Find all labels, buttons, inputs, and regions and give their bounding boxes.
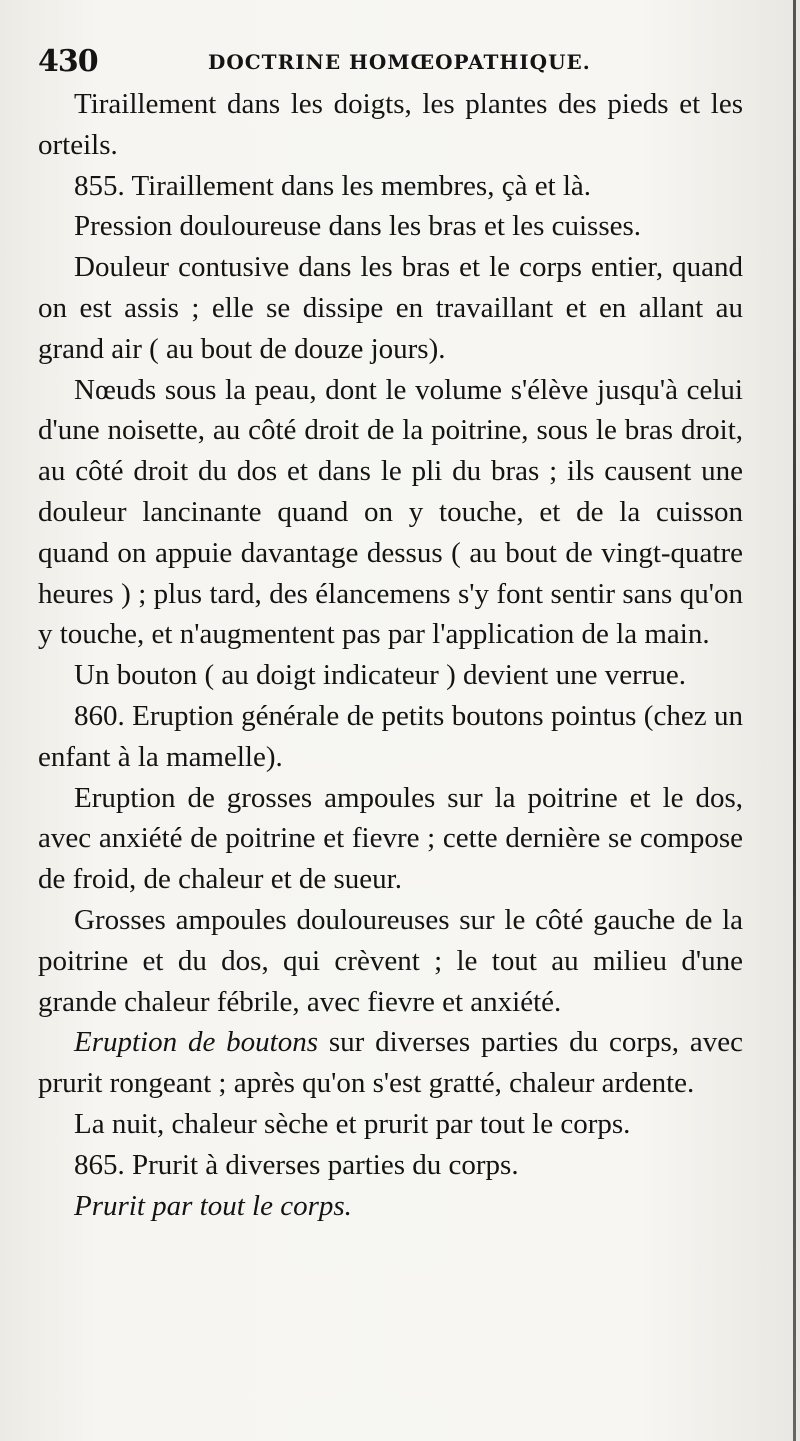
italic-lead: Prurit par tout le corps. [74,1189,352,1222]
page-number: 430 [38,44,98,79]
paragraph: Un bouton ( au doigt indicateur ) devient une verrue. [74,659,687,692]
running-title: DOCTRINE HOMŒOPATHIQUE. [208,50,591,74]
paragraph: Eruption de boutons sur diverses parties du corps, avec prurit rongeant ; après qu'on s'est gratté, chaleur ardente. [38,1026,743,1100]
paragraph [38,1186,743,1227]
paragraph: 855. Tiraillement dans les membres, çà et là. [74,169,592,202]
body-text [38,84,743,1226]
italic-lead: Eruption de boutons [74,1026,319,1059]
paragraph: Eruption de grosses ampoules sur la poitrine et le dos, avec anxiété de poitrine et fievre ; cette dernière se compose de froid, de chaleur et de sueur. [38,781,743,896]
paragraph: La nuit, chaleur sèche et prurit par tout le corps. [74,1107,631,1140]
paragraph: Tiraillement dans les doigts, les plantes des pieds et les orteils. [38,88,743,161]
page-edge [793,0,796,1441]
paragraph: Pression douloureuse dans les bras et les cuisses. [74,210,642,243]
paragraph: Douleur contusive dans les bras et le corps entier, quand on est assis ; elle se dissipe en travaillant et en allant au grand air ( au bout de douze jours). [38,251,743,365]
paragraph: 865. Prurit à diverses parties du corps. [74,1148,519,1181]
paragraph: 860. Eruption générale de petits boutons pointus (chez un enfant à la mamelle). [38,699,743,773]
paragraph: Nœuds sous la peau, dont le volume s'élève jusqu'à celui d'une noisette, au côté droit de la poitrine, sous le bras droit, au côté droit du dos et dans le pli du bras ; ils causent une douleur lancinante quand on y touche, et de la cuisson quand on appuie davantage dessus ( au bout de vingt-quatre heures ) ; plus tard, des élancemens s'y font sentir sans qu'on y touche, et n'augmentent pas par l'application de la main. [38,373,743,651]
paragraph: Grosses ampoules douloureuses sur le côté gauche de la poitrine et du dos, qui crèvent ; le tout au milieu d'une grande chaleur fébrile, avec fievre et anxiété. [38,903,743,1018]
page-header [38,44,758,84]
